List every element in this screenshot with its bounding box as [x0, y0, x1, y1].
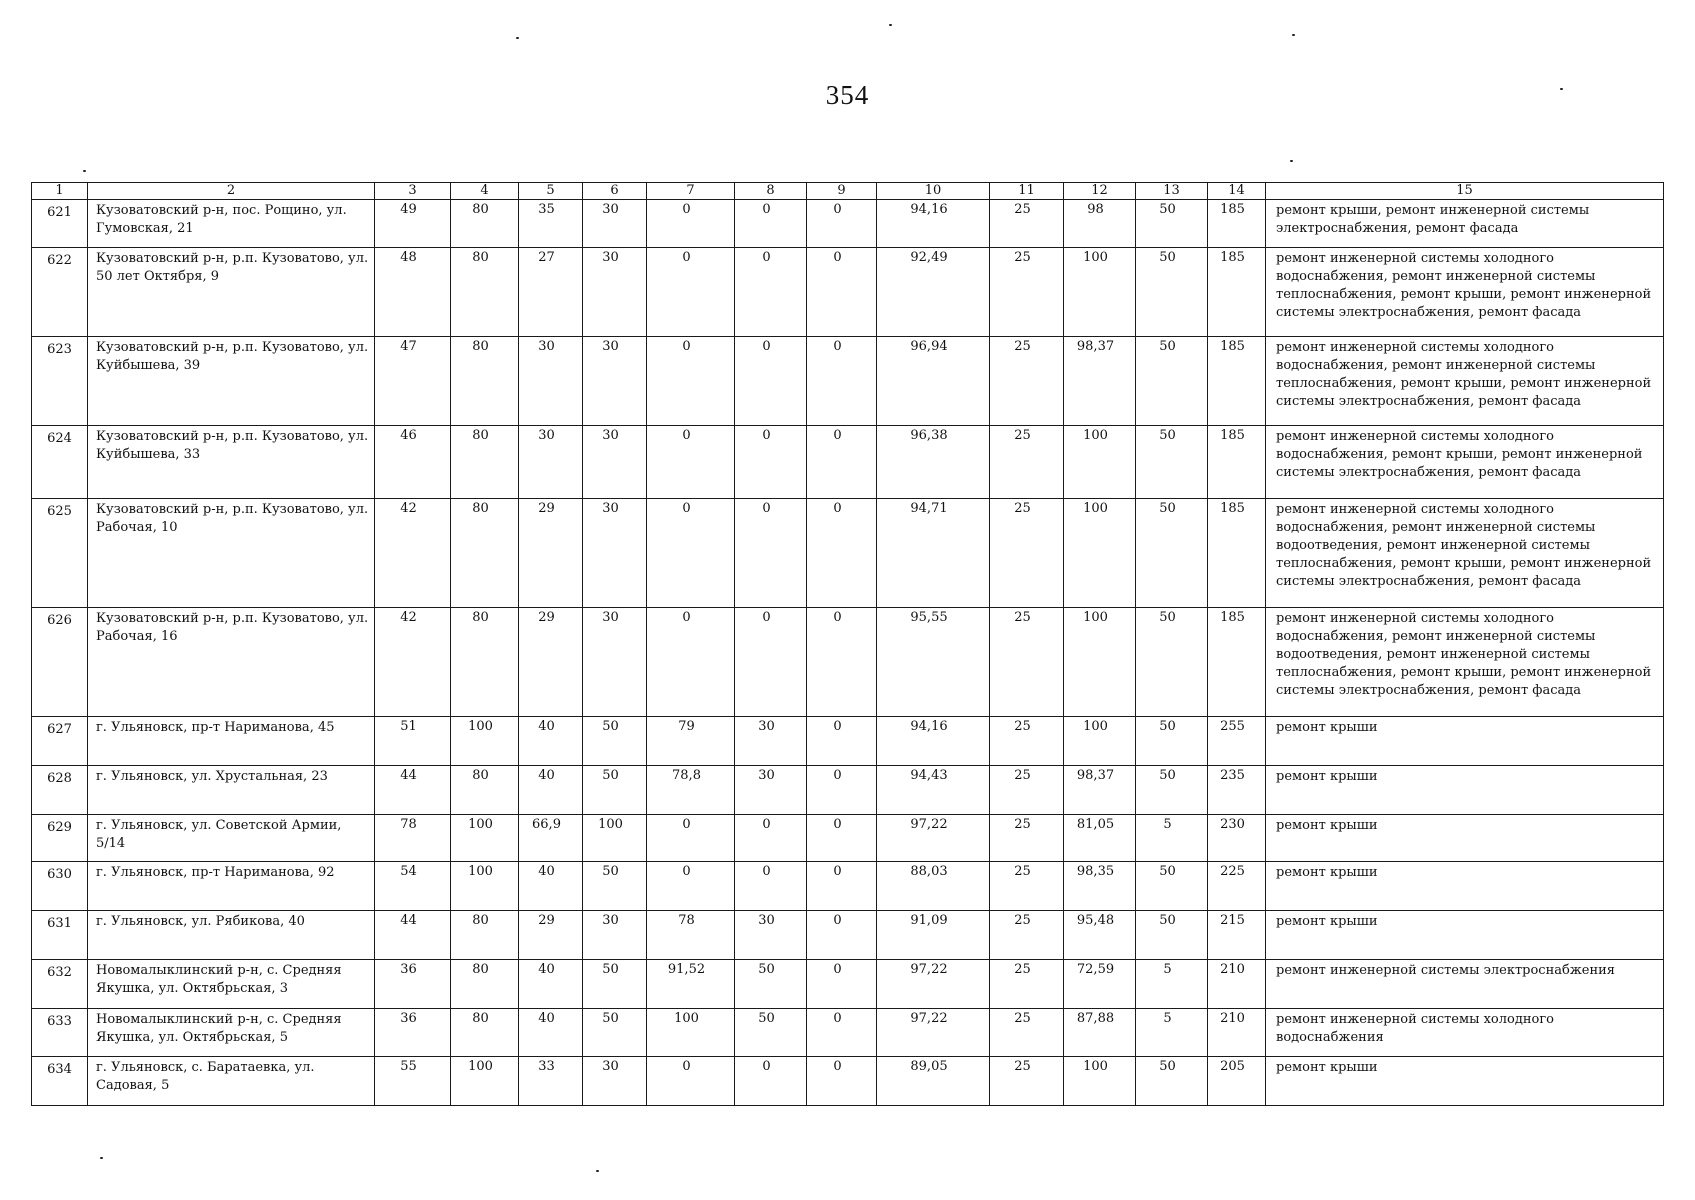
value-cell: 44 — [375, 911, 451, 960]
value-cell: 5 — [1136, 960, 1208, 1009]
value-cell: 36 — [375, 1009, 451, 1057]
work-types-cell: ремонт крыши — [1266, 1057, 1664, 1106]
value-cell: 87,88 — [1064, 1009, 1136, 1057]
value-cell: 100 — [1064, 608, 1136, 717]
value-cell: 0 — [647, 862, 735, 911]
value-cell: 0 — [807, 766, 877, 815]
value-cell: 78 — [647, 911, 735, 960]
value-cell: 27 — [519, 248, 583, 337]
value-cell: 50 — [583, 766, 647, 815]
address-cell: г. Ульяновск, с. Баратаевка, ул. Садовая, 5 — [88, 1057, 375, 1106]
work-types-cell: ремонт инженерной системы холодного водоснабжения, ремонт инженерной системы водоотведения, ремонт инженерной системы теплоснабжения, ремонт крыши, ремонт инженерной системы электроснабжения, ремонт фасада — [1266, 499, 1664, 608]
value-cell: 46 — [375, 426, 451, 499]
value-cell: 100 — [647, 1009, 735, 1057]
value-cell: 51 — [375, 717, 451, 766]
value-cell: 91,09 — [877, 911, 990, 960]
value-cell: 97,22 — [877, 1009, 990, 1057]
value-cell: 0 — [647, 200, 735, 248]
value-cell: 50 — [1136, 608, 1208, 717]
value-cell: 50 — [735, 960, 807, 1009]
table-row — [32, 911, 1664, 960]
value-cell: 0 — [735, 426, 807, 499]
value-cell: 81,05 — [1064, 815, 1136, 862]
value-cell: 50 — [1136, 766, 1208, 815]
value-cell: 94,16 — [877, 717, 990, 766]
column-header-4: 4 — [451, 183, 519, 200]
value-cell: 50 — [1136, 1057, 1208, 1106]
table-row — [32, 1009, 1664, 1057]
value-cell: 100 — [1064, 1057, 1136, 1106]
table-row — [32, 1057, 1664, 1106]
value-cell: 30 — [583, 1057, 647, 1106]
value-cell: 30 — [583, 499, 647, 608]
value-cell: 0 — [647, 248, 735, 337]
work-types-cell: ремонт крыши, ремонт инженерной системы электроснабжения, ремонт фасада — [1266, 200, 1664, 248]
column-header-9: 9 — [807, 183, 877, 200]
work-types-cell: ремонт крыши — [1266, 862, 1664, 911]
value-cell: 100 — [451, 717, 519, 766]
address-cell: Кузоватовский р-н, р.п. Кузоватово, ул. Рабочая, 16 — [88, 608, 375, 717]
value-cell: 25 — [990, 200, 1064, 248]
value-cell: 30 — [519, 426, 583, 499]
row-number-cell: 625 — [32, 499, 88, 608]
value-cell: 40 — [519, 1009, 583, 1057]
value-cell: 230 — [1208, 815, 1266, 862]
column-header-12: 12 — [1064, 183, 1136, 200]
value-cell: 0 — [647, 1057, 735, 1106]
value-cell: 0 — [647, 815, 735, 862]
value-cell: 30 — [583, 608, 647, 717]
value-cell: 30 — [735, 911, 807, 960]
table-row — [32, 862, 1664, 911]
value-cell: 88,03 — [877, 862, 990, 911]
row-number-cell: 623 — [32, 337, 88, 426]
value-cell: 50 — [1136, 862, 1208, 911]
value-cell: 66,9 — [519, 815, 583, 862]
value-cell: 0 — [807, 1057, 877, 1106]
row-number-cell: 627 — [32, 717, 88, 766]
value-cell: 0 — [735, 200, 807, 248]
value-cell: 89,05 — [877, 1057, 990, 1106]
value-cell: 33 — [519, 1057, 583, 1106]
value-cell: 0 — [735, 1057, 807, 1106]
value-cell: 94,43 — [877, 766, 990, 815]
work-types-cell: ремонт крыши — [1266, 766, 1664, 815]
value-cell: 36 — [375, 960, 451, 1009]
table-row — [32, 499, 1664, 608]
value-cell: 30 — [583, 911, 647, 960]
column-header-8: 8 — [735, 183, 807, 200]
value-cell: 72,59 — [1064, 960, 1136, 1009]
column-header-3: 3 — [375, 183, 451, 200]
address-cell: г. Ульяновск, пр-т Нариманова, 92 — [88, 862, 375, 911]
scan-speck — [1290, 160, 1293, 162]
row-number-cell: 634 — [32, 1057, 88, 1106]
table-row — [32, 815, 1664, 862]
value-cell: 54 — [375, 862, 451, 911]
value-cell: 30 — [519, 337, 583, 426]
address-cell: Кузоватовский р-н, р.п. Кузоватово, ул. Куйбышева, 39 — [88, 337, 375, 426]
value-cell: 80 — [451, 911, 519, 960]
value-cell: 50 — [1136, 499, 1208, 608]
value-cell: 0 — [807, 499, 877, 608]
table-row — [32, 337, 1664, 426]
value-cell: 100 — [1064, 499, 1136, 608]
value-cell: 25 — [990, 248, 1064, 337]
column-header-13: 13 — [1136, 183, 1208, 200]
value-cell: 29 — [519, 499, 583, 608]
scan-speck — [1292, 34, 1295, 36]
value-cell: 25 — [990, 717, 1064, 766]
value-cell: 0 — [807, 200, 877, 248]
value-cell: 0 — [647, 426, 735, 499]
value-cell: 50 — [583, 1009, 647, 1057]
value-cell: 97,22 — [877, 960, 990, 1009]
value-cell: 35 — [519, 200, 583, 248]
value-cell: 0 — [735, 815, 807, 862]
column-header-5: 5 — [519, 183, 583, 200]
row-number-cell: 628 — [32, 766, 88, 815]
work-types-cell: ремонт инженерной системы холодного водоснабжения, ремонт инженерной системы теплоснабжения, ремонт крыши, ремонт инженерной системы электроснабжения, ремонт фасада — [1266, 248, 1664, 337]
work-types-cell: ремонт инженерной системы электроснабжения — [1266, 960, 1664, 1009]
value-cell: 96,94 — [877, 337, 990, 426]
scan-speck — [100, 1157, 103, 1159]
column-header-2: 2 — [88, 183, 375, 200]
address-cell: Новомалыклинский р-н, с. Средняя Якушка, ул. Октябрьская, 5 — [88, 1009, 375, 1057]
value-cell: 98,37 — [1064, 766, 1136, 815]
column-header-14: 14 — [1208, 183, 1266, 200]
value-cell: 30 — [735, 766, 807, 815]
value-cell: 50 — [583, 960, 647, 1009]
value-cell: 0 — [807, 960, 877, 1009]
value-cell: 55 — [375, 1057, 451, 1106]
value-cell: 210 — [1208, 1009, 1266, 1057]
value-cell: 98,35 — [1064, 862, 1136, 911]
value-cell: 79 — [647, 717, 735, 766]
value-cell: 0 — [807, 1009, 877, 1057]
value-cell: 205 — [1208, 1057, 1266, 1106]
table-row — [32, 200, 1664, 248]
value-cell: 25 — [990, 608, 1064, 717]
address-cell: Кузоватовский р-н, пос. Рощино, ул. Гумовская, 21 — [88, 200, 375, 248]
value-cell: 96,38 — [877, 426, 990, 499]
value-cell: 25 — [990, 337, 1064, 426]
value-cell: 30 — [583, 337, 647, 426]
value-cell: 25 — [990, 862, 1064, 911]
value-cell: 225 — [1208, 862, 1266, 911]
value-cell: 48 — [375, 248, 451, 337]
value-cell: 185 — [1208, 608, 1266, 717]
value-cell: 49 — [375, 200, 451, 248]
value-cell: 0 — [735, 337, 807, 426]
value-cell: 95,48 — [1064, 911, 1136, 960]
row-number-cell: 622 — [32, 248, 88, 337]
table-row — [32, 426, 1664, 499]
value-cell: 80 — [451, 200, 519, 248]
value-cell: 50 — [1136, 426, 1208, 499]
column-header-11: 11 — [990, 183, 1064, 200]
row-number-cell: 626 — [32, 608, 88, 717]
value-cell: 255 — [1208, 717, 1266, 766]
value-cell: 0 — [735, 248, 807, 337]
table-row — [32, 960, 1664, 1009]
table-body — [32, 183, 1664, 1106]
value-cell: 25 — [990, 426, 1064, 499]
value-cell: 0 — [647, 337, 735, 426]
scan-speck — [1560, 88, 1563, 90]
address-cell: Кузоватовский р-н, р.п. Кузоватово, ул. Рабочая, 10 — [88, 499, 375, 608]
work-types-cell: ремонт инженерной системы холодного водоснабжения, ремонт инженерной системы теплоснабжения, ремонт крыши, ремонт инженерной системы электроснабжения, ремонт фасада — [1266, 337, 1664, 426]
table-row — [32, 717, 1664, 766]
value-cell: 78 — [375, 815, 451, 862]
row-number-cell: 629 — [32, 815, 88, 862]
address-cell: г. Ульяновск, ул. Советской Армии, 5/14 — [88, 815, 375, 862]
value-cell: 50 — [583, 862, 647, 911]
column-header-15: 15 — [1266, 183, 1664, 200]
value-cell: 42 — [375, 608, 451, 717]
value-cell: 210 — [1208, 960, 1266, 1009]
value-cell: 0 — [735, 862, 807, 911]
value-cell: 25 — [990, 960, 1064, 1009]
work-types-cell: ремонт инженерной системы холодного водоснабжения, ремонт инженерной системы водоотведения, ремонт инженерной системы теплоснабжения, ремонт крыши, ремонт инженерной системы электроснабжения, ремонт фасада — [1266, 608, 1664, 717]
value-cell: 50 — [1136, 717, 1208, 766]
value-cell: 100 — [583, 815, 647, 862]
value-cell: 100 — [451, 815, 519, 862]
value-cell: 42 — [375, 499, 451, 608]
value-cell: 0 — [807, 911, 877, 960]
value-cell: 25 — [990, 1009, 1064, 1057]
value-cell: 97,22 — [877, 815, 990, 862]
value-cell: 40 — [519, 766, 583, 815]
value-cell: 44 — [375, 766, 451, 815]
value-cell: 0 — [647, 499, 735, 608]
column-header-7: 7 — [647, 183, 735, 200]
value-cell: 5 — [1136, 815, 1208, 862]
address-cell: г. Ульяновск, ул. Рябикова, 40 — [88, 911, 375, 960]
value-cell: 0 — [735, 499, 807, 608]
value-cell: 80 — [451, 766, 519, 815]
table-header-row — [32, 183, 1664, 200]
value-cell: 80 — [451, 960, 519, 1009]
value-cell: 5 — [1136, 1009, 1208, 1057]
work-types-cell: ремонт инженерной системы холодного водоснабжения, ремонт крыши, ремонт инженерной системы электроснабжения, ремонт фасада — [1266, 426, 1664, 499]
value-cell: 91,52 — [647, 960, 735, 1009]
value-cell: 185 — [1208, 426, 1266, 499]
value-cell: 100 — [451, 1057, 519, 1106]
scan-speck — [516, 37, 519, 39]
row-number-cell: 621 — [32, 200, 88, 248]
value-cell: 215 — [1208, 911, 1266, 960]
value-cell: 100 — [1064, 426, 1136, 499]
value-cell: 78,8 — [647, 766, 735, 815]
row-number-cell: 624 — [32, 426, 88, 499]
scan-speck — [889, 24, 892, 26]
scan-speck — [596, 1170, 599, 1172]
value-cell: 0 — [807, 426, 877, 499]
value-cell: 29 — [519, 911, 583, 960]
work-types-cell: ремонт крыши — [1266, 717, 1664, 766]
value-cell: 80 — [451, 337, 519, 426]
value-cell: 95,55 — [877, 608, 990, 717]
value-cell: 0 — [807, 717, 877, 766]
value-cell: 94,71 — [877, 499, 990, 608]
value-cell: 0 — [735, 608, 807, 717]
value-cell: 50 — [1136, 911, 1208, 960]
value-cell: 50 — [1136, 200, 1208, 248]
value-cell: 25 — [990, 815, 1064, 862]
value-cell: 185 — [1208, 200, 1266, 248]
value-cell: 50 — [1136, 337, 1208, 426]
value-cell: 94,16 — [877, 200, 990, 248]
value-cell: 40 — [519, 960, 583, 1009]
value-cell: 80 — [451, 1009, 519, 1057]
work-types-cell: ремонт инженерной системы холодного водоснабжения — [1266, 1009, 1664, 1057]
value-cell: 0 — [807, 248, 877, 337]
value-cell: 98 — [1064, 200, 1136, 248]
value-cell: 25 — [990, 911, 1064, 960]
value-cell: 50 — [735, 1009, 807, 1057]
table-row — [32, 248, 1664, 337]
column-header-10: 10 — [877, 183, 990, 200]
value-cell: 185 — [1208, 248, 1266, 337]
value-cell: 185 — [1208, 337, 1266, 426]
value-cell: 30 — [735, 717, 807, 766]
value-cell: 40 — [519, 717, 583, 766]
value-cell: 80 — [451, 248, 519, 337]
address-cell: Новомалыклинский р-н, с. Средняя Якушка, ул. Октябрьская, 3 — [88, 960, 375, 1009]
address-cell: г. Ульяновск, пр-т Нариманова, 45 — [88, 717, 375, 766]
value-cell: 29 — [519, 608, 583, 717]
work-types-cell: ремонт крыши — [1266, 911, 1664, 960]
value-cell: 30 — [583, 200, 647, 248]
address-cell: Кузоватовский р-н, р.п. Кузоватово, ул. Куйбышева, 33 — [88, 426, 375, 499]
value-cell: 98,37 — [1064, 337, 1136, 426]
value-cell: 0 — [807, 815, 877, 862]
data-table — [31, 182, 1664, 1106]
value-cell: 40 — [519, 862, 583, 911]
value-cell: 80 — [451, 426, 519, 499]
value-cell: 0 — [807, 862, 877, 911]
value-cell: 47 — [375, 337, 451, 426]
value-cell: 0 — [807, 337, 877, 426]
value-cell: 185 — [1208, 499, 1266, 608]
column-header-1: 1 — [32, 183, 88, 200]
value-cell: 80 — [451, 499, 519, 608]
value-cell: 100 — [1064, 248, 1136, 337]
value-cell: 30 — [583, 248, 647, 337]
value-cell: 0 — [807, 608, 877, 717]
value-cell: 235 — [1208, 766, 1266, 815]
page-number: 354 — [825, 80, 870, 110]
scan-speck — [83, 170, 86, 172]
value-cell: 25 — [990, 1057, 1064, 1106]
table-row — [32, 608, 1664, 717]
value-cell: 50 — [1136, 248, 1208, 337]
address-cell: г. Ульяновск, ул. Хрустальная, 23 — [88, 766, 375, 815]
column-header-6: 6 — [583, 183, 647, 200]
value-cell: 0 — [647, 608, 735, 717]
value-cell: 30 — [583, 426, 647, 499]
work-types-cell: ремонт крыши — [1266, 815, 1664, 862]
value-cell: 92,49 — [877, 248, 990, 337]
value-cell: 25 — [990, 766, 1064, 815]
row-number-cell: 630 — [32, 862, 88, 911]
value-cell: 50 — [583, 717, 647, 766]
value-cell: 100 — [451, 862, 519, 911]
value-cell: 25 — [990, 499, 1064, 608]
row-number-cell: 631 — [32, 911, 88, 960]
table-row — [32, 766, 1664, 815]
row-number-cell: 633 — [32, 1009, 88, 1057]
value-cell: 80 — [451, 608, 519, 717]
value-cell: 100 — [1064, 717, 1136, 766]
row-number-cell: 632 — [32, 960, 88, 1009]
address-cell: Кузоватовский р-н, р.п. Кузоватово, ул. 50 лет Октября, 9 — [88, 248, 375, 337]
